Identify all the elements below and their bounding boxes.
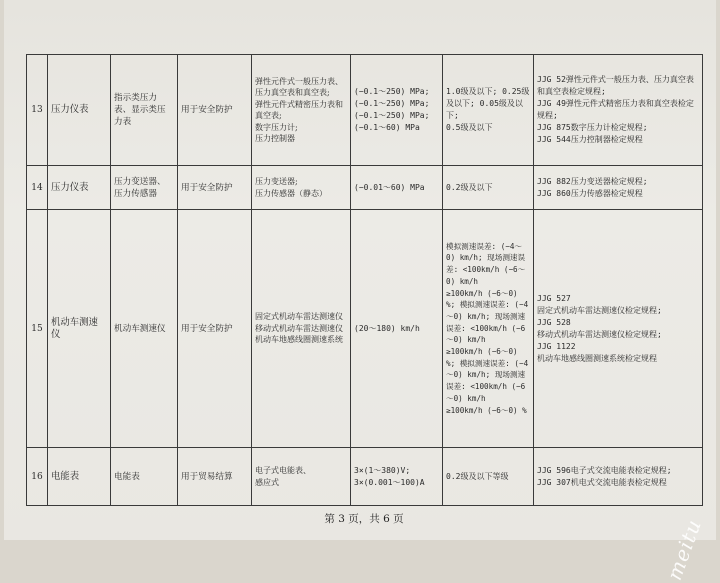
purpose: 用于安全防护: [178, 55, 252, 166]
instrument-type: 指示类压力表、显示类压力表: [111, 55, 178, 166]
row-number: 14: [27, 166, 48, 210]
instrument-items: 电子式电能表、 感应式: [252, 448, 351, 506]
accuracy-grade: 1.0级及以下; 0.25级及以下; 0.05级及以下; 0.5级及以下: [443, 55, 534, 166]
measuring-range: (−0.1～250) MPa; (−0.1～250) MPa; (−0.1～250) MPa; (−0.1～60) MPa: [351, 55, 443, 166]
instrument-type: 机动车测速仪: [111, 210, 178, 448]
measuring-range: 3×(1～380)V; 3×(0.001～100)A: [351, 448, 443, 506]
instrument-type: 电能表: [111, 448, 178, 506]
verification-standard: JJG 52弹性元件式一般压力表、压力真空表和真空表检定规程; JJG 49弹性元件式精密压力表和真空表检定规程; JJG 875数字压力计检定规程; JJG 544压力控制器检定规程: [534, 55, 703, 166]
instrument-name: 压力仪表: [48, 166, 111, 210]
table-row: [27, 210, 703, 448]
instrument-items: 压力变送器; 压力传感器（静态）: [252, 166, 351, 210]
watermark-logo: meitu: [661, 515, 706, 583]
accuracy-grade: 模拟测速误差: (−4～0) km/h; 现场测速误差: <100km/h (−6～0) km/h ≥100km/h (−6～0) %; 模拟测速误差: (−4～0) km/h; 现场测速误差: <100km/h (−6～0) km/h ≥100km/h (−6～0) %; 模拟测速误差: (−4～0) km/h; 现场测速误差: <100km/h (−6～0) km/h ≥100km/h (−6～0) %: [443, 210, 534, 448]
table-row: [27, 55, 703, 166]
row-number: 16: [27, 448, 48, 506]
purpose: 用于安全防护: [178, 210, 252, 448]
verification-standard: JJG 527 固定式机动车雷达测速仪检定规程; JJG 528 移动式机动车雷达测速仪检定规程; JJG 1122 机动车地感线圈测速系统检定规程: [534, 210, 703, 448]
verification-standard: JJG 882压力变送器检定规程; JJG 860压力传感器检定规程: [534, 166, 703, 210]
row-number: 15: [27, 210, 48, 448]
verification-standard: JJG 596电子式交流电能表检定规程; JJG 307机电式交流电能表检定规程: [534, 448, 703, 506]
table-row: [27, 448, 703, 506]
instrument-name: 压力仪表: [48, 55, 111, 166]
metrology-table: [26, 54, 703, 506]
instrument-type: 压力变送器、压力传感器: [111, 166, 178, 210]
instrument-name: 机动车测速仪: [48, 210, 111, 448]
instrument-items: 固定式机动车雷达测速仪 移动式机动车雷达测速仪 机动车地感线圈测速系统: [252, 210, 351, 448]
purpose: 用于贸易结算: [178, 448, 252, 506]
purpose: 用于安全防护: [178, 166, 252, 210]
measuring-range: (−0.01～60) MPa: [351, 166, 443, 210]
instrument-items: 弹性元件式一般压力表、压力真空表和真空表; 弹性元件式精密压力表和真空表; 数字压力计; 压力控制器: [252, 55, 351, 166]
accuracy-grade: 0.2级及以下: [443, 166, 534, 210]
accuracy-grade: 0.2级及以下等级: [443, 448, 534, 506]
document-page: [4, 0, 716, 540]
instrument-name: 电能表: [48, 448, 111, 506]
page-number: 第 3 页，共 6 页: [324, 513, 404, 525]
row-number: 13: [27, 55, 48, 166]
table-row: [27, 166, 703, 210]
measuring-range: (20～180) km/h: [351, 210, 443, 448]
